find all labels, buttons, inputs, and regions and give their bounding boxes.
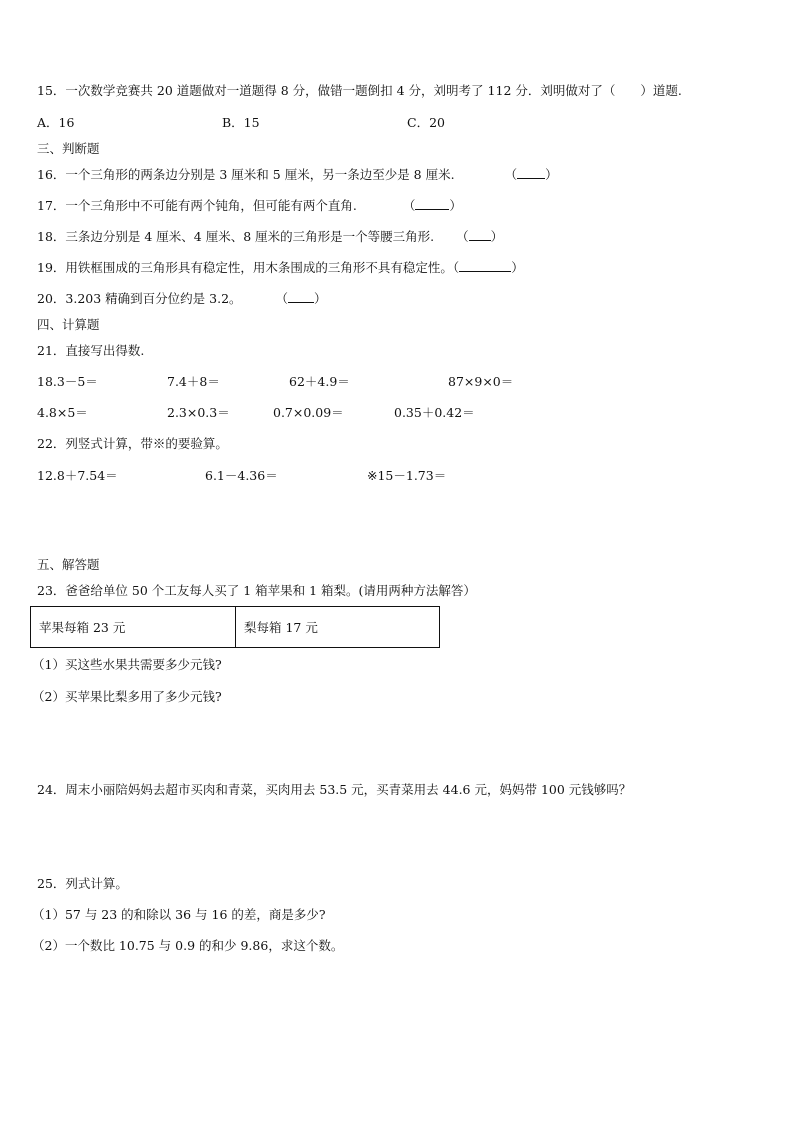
answer-blank[interactable] <box>517 166 545 179</box>
question-17 <box>37 197 462 215</box>
answer-blank[interactable] <box>469 228 491 241</box>
calc-item: 7.4＋8＝ <box>167 374 220 389</box>
question-23-text: 23．爸爸给单位 50 个工友每人买了 1 箱苹果和 1 箱梨。(请用两种方法解答） <box>37 583 476 598</box>
answer-blank[interactable] <box>288 290 314 303</box>
question-18-text: 18．三条边分别是 4 厘米、4 厘米、8 厘米的三角形是一个等腰三角形. <box>37 229 435 244</box>
answer-paren-open: （ <box>456 229 469 244</box>
calc-item: 87×9×0＝ <box>448 374 514 389</box>
pear-price-cell: 梨每箱 17 元 <box>236 607 440 648</box>
question-25-sub-2: （2）一个数比 10.75 与 0.9 的和少 9.86，求这个数。 <box>32 938 344 953</box>
question-20-text: 20．3.203 精确到百分位约是 3.2。 <box>37 291 242 306</box>
answer-paren-open: （ <box>402 198 416 213</box>
question-18 <box>37 228 503 246</box>
answer-paren-close: ） <box>511 260 524 275</box>
answer-paren-open: （ <box>504 167 518 182</box>
answer-paren-open: （ <box>452 260 460 275</box>
question-25-sub-1: （1）57 与 23 的和除以 36 与 16 的差，商是多少? <box>32 907 326 922</box>
option-a: A．16 <box>37 115 75 130</box>
answer-paren-close: ） <box>545 167 558 182</box>
question-19 <box>37 259 524 277</box>
question-25-text: 25．列式计算。 <box>37 876 128 891</box>
answer-paren-close: ） <box>314 291 327 306</box>
section-3-title: 三、判断题 <box>37 141 100 156</box>
calc-item: 18.3－5＝ <box>37 374 98 389</box>
calc-item: 62＋4.9＝ <box>289 374 350 389</box>
question-17-text: 17．一个三角形中不可能有两个钝角，但可能有两个直角. <box>37 198 357 213</box>
question-23-sub-2: （2）买苹果比梨多用了多少元钱? <box>32 689 222 704</box>
section-4-title: 四、计算题 <box>37 317 100 332</box>
question-16 <box>37 166 558 184</box>
vertical-calc-item: 6.1－4.36＝ <box>205 468 278 483</box>
question-20 <box>37 290 327 308</box>
answer-paren-open: （ <box>275 291 289 306</box>
question-22-text: 22．列竖式计算，带※的要验算。 <box>37 436 228 451</box>
calc-item: 0.35＋0.42＝ <box>394 405 475 420</box>
price-table <box>30 606 440 648</box>
answer-blank[interactable] <box>459 259 511 272</box>
section-5-title: 五、解答题 <box>37 557 100 572</box>
question-15-text: 15．一次数学竞赛共 20 道题做对一道题得 8 分，做错一题倒扣 4 分，刘明考了 112 分．刘明做对了（ ）道题. <box>37 83 682 98</box>
question-16-text: 16．一个三角形的两条边分别是 3 厘米和 5 厘米，另一条边至少是 8 厘米. <box>37 167 455 182</box>
question-24-text: 24．周末小丽陪妈妈去超市买肉和青菜，买肉用去 53.5 元，买青菜用去 44.6 元，妈妈带 100 元钱够吗？ <box>37 782 632 797</box>
calc-item: 2.3×0.3＝ <box>167 405 230 420</box>
question-23-sub-1: （1）买这些水果共需要多少元钱? <box>32 657 222 672</box>
question-19-text: 19．用铁框围成的三角形具有稳定性，用木条围成的三角形不具有稳定性。 <box>37 260 453 275</box>
apple-price-cell: 苹果每箱 23 元 <box>31 607 236 648</box>
calc-item: 0.7×0.09＝ <box>273 405 344 420</box>
vertical-calc-item: ※15－1.73＝ <box>367 468 447 483</box>
answer-paren-close: ） <box>490 229 504 244</box>
answer-blank[interactable] <box>415 197 449 210</box>
vertical-calc-item: 12.8＋7.54＝ <box>37 468 118 483</box>
option-b: B．15 <box>222 115 260 130</box>
calc-item: 4.8×5＝ <box>37 405 88 420</box>
question-21-text: 21．直接写出得数. <box>37 343 145 358</box>
option-c: C．20 <box>407 115 445 130</box>
answer-paren-close: ） <box>449 198 462 213</box>
